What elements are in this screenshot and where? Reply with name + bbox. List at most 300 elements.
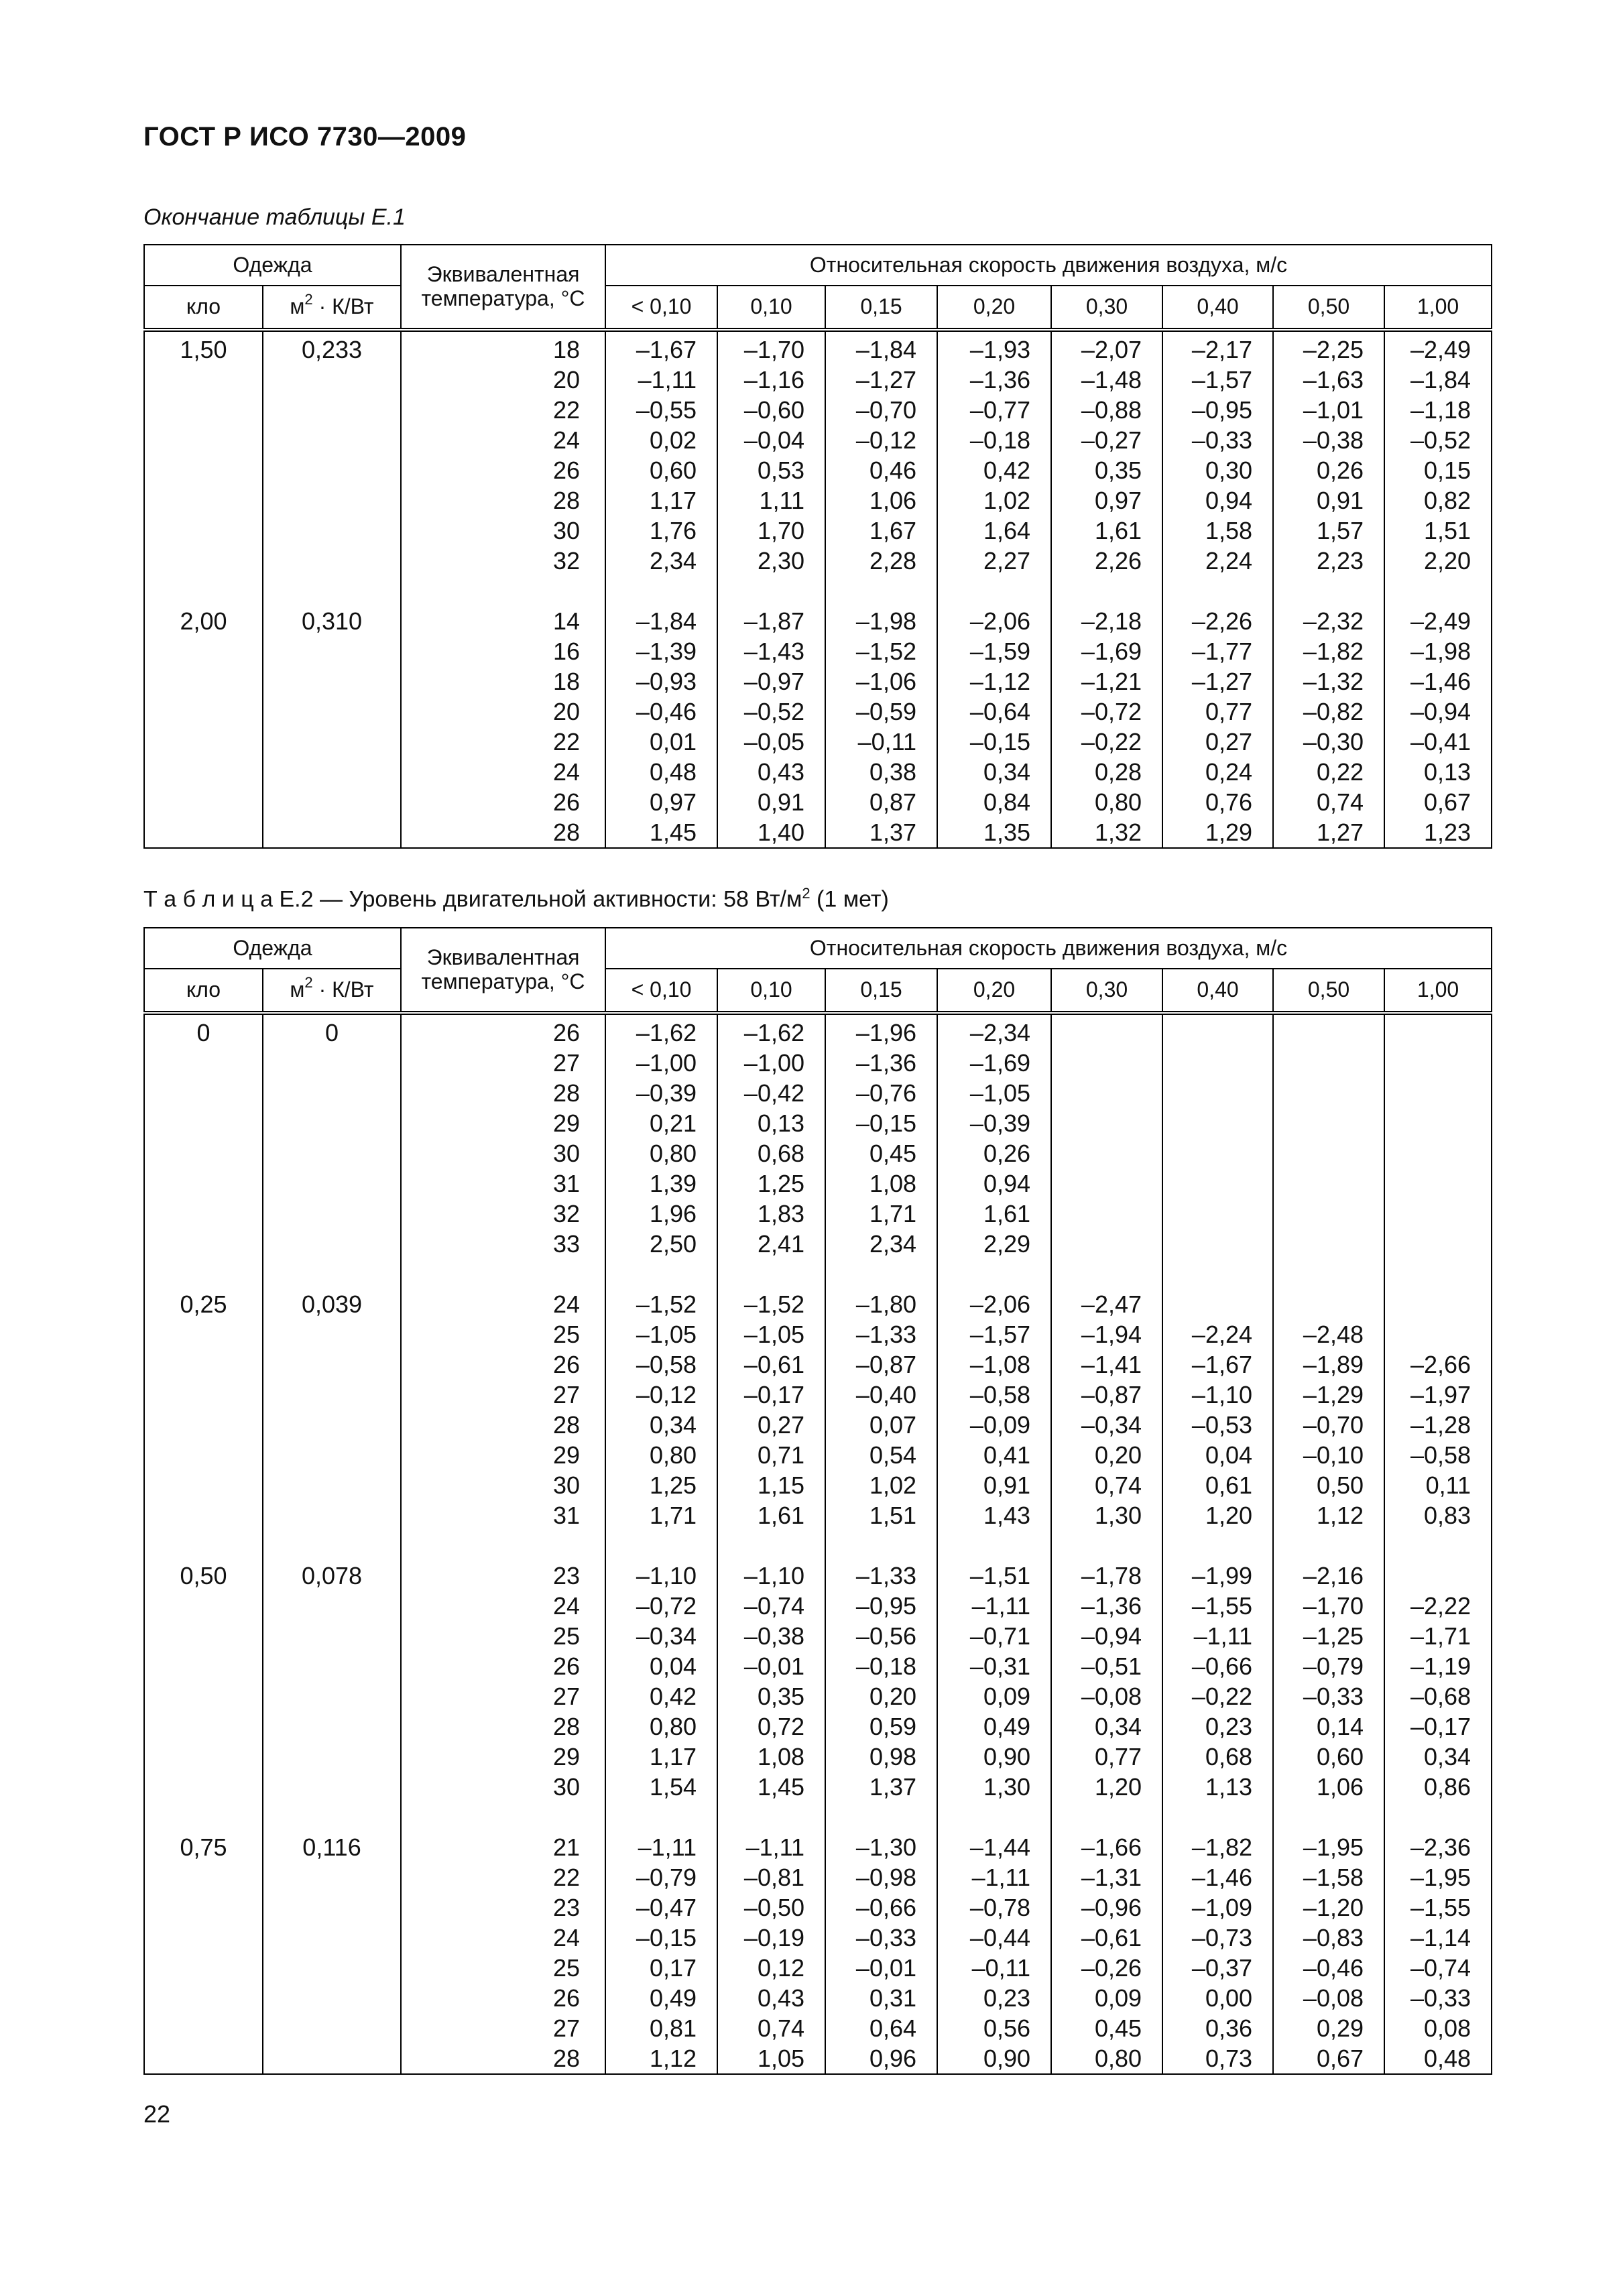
speed-header: 0,40 bbox=[1162, 286, 1273, 330]
table-value: 1,23 bbox=[1423, 819, 1471, 846]
table-value: 0,48 bbox=[649, 758, 697, 786]
table-value: 0,43 bbox=[757, 758, 805, 786]
table-value: –0,95 bbox=[1191, 396, 1253, 424]
table-value: –0,38 bbox=[1303, 426, 1364, 454]
table-value: –1,77 bbox=[1191, 638, 1253, 665]
table-value bbox=[1385, 1561, 1471, 1591]
table-value: –1,19 bbox=[1410, 1652, 1471, 1680]
table-value: –1,63 bbox=[1303, 366, 1364, 394]
table-value bbox=[145, 1923, 262, 1953]
pmv-column bbox=[825, 1013, 937, 2074]
table-value: –1,44 bbox=[969, 1833, 1031, 1861]
table-value: 0,41 bbox=[983, 1441, 1031, 1469]
speed-header: 0,20 bbox=[937, 286, 1051, 330]
table-value: –1,36 bbox=[969, 366, 1031, 394]
table-value: –0,60 bbox=[743, 396, 805, 424]
table-value bbox=[263, 1380, 400, 1410]
clothing-header: Одежда bbox=[144, 928, 401, 969]
table-value: –0,72 bbox=[636, 1592, 697, 1620]
table-value: –0,10 bbox=[1303, 1441, 1364, 1469]
table-value: 28 bbox=[552, 819, 581, 846]
table-value: –1,84 bbox=[1410, 366, 1471, 394]
table-value: –2,06 bbox=[969, 1290, 1031, 1318]
table-value: –0,33 bbox=[855, 1924, 917, 1951]
table-value: –0,34 bbox=[636, 1622, 697, 1650]
table-value: 2,24 bbox=[1205, 547, 1253, 575]
table-value: 0,13 bbox=[757, 1109, 805, 1137]
table-value: 27 bbox=[552, 2014, 581, 2042]
table-value: –1,57 bbox=[1191, 366, 1253, 394]
table-value: –1,97 bbox=[1410, 1381, 1471, 1408]
table-value bbox=[145, 1199, 262, 1229]
table-value: 0,039 bbox=[301, 1290, 363, 1318]
table-value: –1,66 bbox=[1081, 1833, 1142, 1861]
table-value: 0,53 bbox=[757, 457, 805, 484]
table-value: 0,08 bbox=[1423, 2014, 1471, 2042]
speed-header: 0,30 bbox=[1051, 286, 1162, 330]
table-value: –0,37 bbox=[1191, 1954, 1253, 1982]
table-value bbox=[1163, 1078, 1252, 1108]
table-value: 0,04 bbox=[649, 1652, 697, 1680]
table-value: –0,58 bbox=[969, 1381, 1031, 1408]
table-value: 0,91 bbox=[757, 788, 805, 816]
table-value: –0,22 bbox=[1081, 728, 1142, 756]
table-value: –1,62 bbox=[636, 1019, 697, 1046]
table-value: –1,80 bbox=[855, 1290, 917, 1318]
table-value: –2,17 bbox=[1191, 336, 1253, 363]
table-value: 1,30 bbox=[1094, 1502, 1142, 1529]
table-value: –1,08 bbox=[969, 1351, 1031, 1378]
table-value: –1,09 bbox=[1191, 1894, 1253, 1921]
table-value: 31 bbox=[552, 1502, 581, 1529]
table-value: 0,23 bbox=[983, 1984, 1031, 2012]
table-value: 30 bbox=[552, 1773, 581, 1801]
table-value: –0,58 bbox=[1410, 1441, 1471, 1469]
table-value: –2,24 bbox=[1191, 1321, 1253, 1348]
pmv-column bbox=[1273, 330, 1384, 848]
table-value: 1,45 bbox=[757, 1773, 805, 1801]
table-value bbox=[263, 1892, 400, 1923]
table-value: 24 bbox=[552, 1924, 581, 1951]
table-value: –0,38 bbox=[743, 1622, 805, 1650]
table-value: –1,67 bbox=[636, 336, 697, 363]
table-value bbox=[1274, 1108, 1364, 1138]
table-value: –2,07 bbox=[1081, 336, 1142, 363]
table-value: –0,12 bbox=[855, 426, 917, 454]
table-value: 1,51 bbox=[1423, 517, 1471, 544]
table-value bbox=[1163, 1289, 1252, 1319]
air-speed-header: Относительная скорость движения воздуха, м/с bbox=[605, 928, 1492, 969]
pmv-column bbox=[605, 1013, 717, 2074]
table-value: –1,52 bbox=[855, 638, 917, 665]
table-value: 0,68 bbox=[1205, 1743, 1253, 1770]
table-value bbox=[263, 1591, 400, 1621]
table-value: 0,80 bbox=[1094, 788, 1142, 816]
table-value: 0,68 bbox=[757, 1140, 805, 1167]
table-value bbox=[145, 1349, 262, 1380]
table-value: 0,59 bbox=[869, 1713, 917, 1740]
table-value bbox=[263, 1349, 400, 1380]
table-value bbox=[1163, 1138, 1252, 1168]
table-value: –1,82 bbox=[1303, 638, 1364, 665]
table-value: –1,99 bbox=[1191, 1562, 1253, 1589]
table-value: 2,34 bbox=[869, 1230, 917, 1258]
table-value bbox=[1052, 1138, 1142, 1168]
table-value: –0,61 bbox=[1081, 1924, 1142, 1951]
table-value: 1,08 bbox=[869, 1170, 917, 1197]
table-value: 0,75 bbox=[180, 1833, 227, 1861]
table-value: –2,34 bbox=[969, 1019, 1031, 1046]
table-value bbox=[263, 1742, 400, 1772]
table-value: –1,00 bbox=[636, 1049, 697, 1077]
table-value bbox=[1163, 1048, 1252, 1078]
table-value: 28 bbox=[552, 1713, 581, 1740]
table-value: –1,89 bbox=[1303, 1351, 1364, 1378]
speed-header: 0,10 bbox=[717, 286, 825, 330]
table-value bbox=[263, 1410, 400, 1440]
table-value bbox=[263, 1319, 400, 1349]
table-value: –0,73 bbox=[1191, 1924, 1253, 1951]
table-value bbox=[145, 1168, 262, 1199]
table-value: –1,95 bbox=[1410, 1864, 1471, 1891]
table-value: 0,56 bbox=[983, 2014, 1031, 2042]
thermal-resistance-header bbox=[263, 969, 401, 1013]
table-value: 0,94 bbox=[1205, 487, 1253, 514]
table-value: 0,17 bbox=[649, 1954, 697, 1982]
pmv-column bbox=[937, 1013, 1051, 2074]
speed-header: 0,20 bbox=[937, 969, 1051, 1013]
table-value: –1,52 bbox=[636, 1290, 697, 1318]
table-value: 0,34 bbox=[1094, 1713, 1142, 1740]
table-value: 1,12 bbox=[649, 2045, 697, 2072]
table-value bbox=[1385, 1018, 1471, 1048]
table-value: 1,58 bbox=[1205, 517, 1253, 544]
table-value bbox=[145, 1651, 262, 1681]
table-value: 2,41 bbox=[757, 1230, 805, 1258]
table-value: 1,40 bbox=[757, 819, 805, 846]
speed-header: 0,15 bbox=[825, 286, 937, 330]
table-value bbox=[1385, 1199, 1471, 1229]
table-value: –1,27 bbox=[855, 366, 917, 394]
table-value: –0,52 bbox=[743, 698, 805, 725]
table-e1 bbox=[143, 244, 1492, 849]
table-value: 0,38 bbox=[869, 758, 917, 786]
table-value: –0,18 bbox=[969, 426, 1031, 454]
table-value: –0,64 bbox=[969, 698, 1031, 725]
table-value: 1,12 bbox=[1316, 1502, 1364, 1529]
speed-header: 0,30 bbox=[1051, 969, 1162, 1013]
table-value: 31 bbox=[552, 1170, 581, 1197]
table-value: –2,47 bbox=[1081, 1290, 1142, 1318]
table-value: –0,61 bbox=[743, 1351, 805, 1378]
table-value: –0,53 bbox=[1191, 1411, 1253, 1439]
table-e2-caption-suffix: (1 мет) bbox=[810, 886, 889, 912]
table-value: –1,98 bbox=[1410, 638, 1471, 665]
table-value: –0,42 bbox=[743, 1079, 805, 1107]
table-value: 0 bbox=[196, 1019, 211, 1046]
table-value: –0,31 bbox=[969, 1652, 1031, 1680]
table-value bbox=[145, 1742, 262, 1772]
table-value bbox=[145, 1048, 262, 1078]
table-value: –0,77 bbox=[969, 396, 1031, 424]
table-value: 0,45 bbox=[1094, 2014, 1142, 2042]
table-value: 0,36 bbox=[1205, 2014, 1253, 2042]
table-value: –1,12 bbox=[969, 668, 1031, 695]
table-value: 0,67 bbox=[1316, 2045, 1364, 2072]
table-value bbox=[1052, 1199, 1142, 1229]
table-value: –0,79 bbox=[1303, 1652, 1364, 1680]
table-value: 0,233 bbox=[301, 336, 363, 363]
table-value: –1,59 bbox=[969, 638, 1031, 665]
table-value bbox=[145, 485, 262, 516]
table-value: –0,51 bbox=[1081, 1652, 1142, 1680]
table-value: 0,01 bbox=[649, 728, 697, 756]
table-value: 28 bbox=[552, 1079, 581, 1107]
table-value: –1,36 bbox=[855, 1049, 917, 1077]
table-value: 26 bbox=[552, 1351, 581, 1378]
table-value bbox=[1052, 1078, 1142, 1108]
table-value: 0,60 bbox=[1316, 1743, 1364, 1770]
table-value: –1,94 bbox=[1081, 1321, 1142, 1348]
table-value: –0,12 bbox=[636, 1381, 697, 1408]
table-value: 0,42 bbox=[983, 457, 1031, 484]
table-value: –0,05 bbox=[743, 728, 805, 756]
temperature-column bbox=[401, 330, 605, 848]
air-speed-header: Относительная скорость движения воздуха, м/с bbox=[605, 245, 1492, 286]
table-value bbox=[145, 1892, 262, 1923]
speed-header: 0,15 bbox=[825, 969, 937, 1013]
table-value: 28 bbox=[552, 487, 581, 514]
table-value: 24 bbox=[552, 1290, 581, 1318]
table-value bbox=[1385, 1319, 1471, 1349]
table-value: 0,09 bbox=[983, 1683, 1031, 1710]
table-value: 0,24 bbox=[1205, 758, 1253, 786]
table-value: –1,43 bbox=[743, 638, 805, 665]
table-value: –1,98 bbox=[855, 607, 917, 635]
table-value bbox=[145, 697, 262, 727]
table-value bbox=[145, 1591, 262, 1621]
table-value bbox=[145, 1711, 262, 1742]
table-value bbox=[145, 817, 262, 847]
table-value: –1,39 bbox=[636, 638, 697, 665]
table-value: 2,23 bbox=[1316, 547, 1364, 575]
table-value bbox=[145, 425, 262, 455]
table-value bbox=[145, 2043, 262, 2073]
table-value: –1,84 bbox=[636, 607, 697, 635]
table-value: 0,27 bbox=[757, 1411, 805, 1439]
table-value bbox=[263, 1108, 400, 1138]
table-value: –0,04 bbox=[743, 426, 805, 454]
table-value: –1,52 bbox=[743, 1290, 805, 1318]
table-value: 2,26 bbox=[1094, 547, 1142, 575]
table-value: 1,20 bbox=[1205, 1502, 1253, 1529]
table-value: –1,27 bbox=[1191, 668, 1253, 695]
thermal-resistance-column bbox=[263, 1013, 401, 2074]
table-value: 28 bbox=[552, 2045, 581, 2072]
pmv-column bbox=[1273, 1013, 1384, 2074]
table-value: –0,18 bbox=[855, 1652, 917, 1680]
table-value: 0,50 bbox=[1316, 1471, 1364, 1499]
table-value: –1,18 bbox=[1410, 396, 1471, 424]
table-value: –1,11 bbox=[638, 366, 697, 394]
table-value: –1,32 bbox=[1303, 668, 1364, 695]
table-value: 0,48 bbox=[1423, 2045, 1471, 2072]
equivalent-temperature-header: Эквивалентная температура, °С bbox=[401, 245, 605, 330]
table-value bbox=[1163, 1229, 1252, 1259]
table-value bbox=[145, 636, 262, 666]
table-value: 21 bbox=[552, 1833, 581, 1861]
thermal-resistance-header bbox=[263, 286, 401, 330]
table-value: 1,25 bbox=[649, 1471, 697, 1499]
table-value: 0,13 bbox=[1423, 758, 1471, 786]
table-value bbox=[145, 1440, 262, 1470]
table-value: 30 bbox=[552, 1471, 581, 1499]
table-value: –0,08 bbox=[1081, 1683, 1142, 1710]
table-value: 1,08 bbox=[757, 1743, 805, 1770]
table-value: –0,01 bbox=[743, 1652, 805, 1680]
table-value: –0,88 bbox=[1081, 396, 1142, 424]
table-value bbox=[263, 787, 400, 817]
table-value: 24 bbox=[552, 426, 581, 454]
table-value: –0,59 bbox=[855, 698, 917, 725]
table-value: 0,76 bbox=[1205, 788, 1253, 816]
table-value: 1,11 bbox=[759, 487, 805, 514]
table-value: –0,47 bbox=[636, 1894, 697, 1921]
table-value: 0,34 bbox=[1423, 1743, 1471, 1770]
table-value bbox=[1163, 1108, 1252, 1138]
clo-column bbox=[144, 330, 263, 848]
table-value bbox=[263, 1229, 400, 1259]
speed-header: 0,50 bbox=[1273, 286, 1384, 330]
equivalent-temperature-header: Эквивалентная температура, °С bbox=[401, 928, 605, 1013]
table-value: –0,01 bbox=[855, 1954, 917, 1982]
table-value bbox=[145, 1138, 262, 1168]
table-value: 0,50 bbox=[180, 1562, 227, 1589]
table-value bbox=[145, 546, 262, 576]
table-value: –2,49 bbox=[1410, 336, 1471, 363]
table-value: 1,27 bbox=[1316, 819, 1364, 846]
table-value: –1,21 bbox=[1081, 668, 1142, 695]
table-value bbox=[1052, 1168, 1142, 1199]
table-value: 0,77 bbox=[1094, 1743, 1142, 1770]
table-value: 0,67 bbox=[1423, 788, 1471, 816]
table-value: –0,15 bbox=[636, 1924, 697, 1951]
table-value: 0,46 bbox=[869, 457, 917, 484]
table-value: –0,76 bbox=[855, 1079, 917, 1107]
table-value bbox=[1274, 1048, 1364, 1078]
table-value bbox=[145, 1380, 262, 1410]
table-value: 1,17 bbox=[649, 487, 697, 514]
table-value: 1,02 bbox=[869, 1471, 917, 1499]
table-value: –1,30 bbox=[855, 1833, 917, 1861]
table-value bbox=[263, 817, 400, 847]
table-e2-caption-superscript: 2 bbox=[802, 885, 810, 902]
table-value: –0,97 bbox=[743, 668, 805, 695]
table-value: 0,21 bbox=[649, 1109, 697, 1137]
table-value bbox=[145, 787, 262, 817]
table-value: –2,49 bbox=[1410, 607, 1471, 635]
pmv-column bbox=[1162, 330, 1273, 848]
table-value: 1,76 bbox=[649, 517, 697, 544]
m2-superscript: 2 bbox=[304, 974, 313, 991]
table-value bbox=[145, 1983, 262, 2013]
table-value: 26 bbox=[552, 1652, 581, 1680]
table-value: –1,33 bbox=[855, 1562, 917, 1589]
table-value bbox=[1274, 1168, 1364, 1199]
thermal-resistance-column bbox=[263, 330, 401, 848]
table-value: –0,26 bbox=[1081, 1954, 1142, 1982]
table-value: 1,61 bbox=[983, 1200, 1031, 1227]
table-value bbox=[263, 1923, 400, 1953]
table-value: –0,40 bbox=[855, 1381, 917, 1408]
table-value: –0,46 bbox=[1303, 1954, 1364, 1982]
table-value: –0,52 bbox=[1410, 426, 1471, 454]
table-value: 0,80 bbox=[649, 1441, 697, 1469]
table-value: –0,94 bbox=[1410, 698, 1471, 725]
speed-header: 0,40 bbox=[1162, 969, 1273, 1013]
table-value: –1,05 bbox=[969, 1079, 1031, 1107]
table-value: 22 bbox=[552, 396, 581, 424]
table-value: –2,22 bbox=[1410, 1592, 1471, 1620]
table-value: 0,98 bbox=[869, 1743, 917, 1770]
table-value: 1,67 bbox=[869, 517, 917, 544]
table-value bbox=[145, 1078, 262, 1108]
table-value: 27 bbox=[552, 1683, 581, 1710]
table-value: 0,00 bbox=[1205, 1984, 1253, 2012]
table-value bbox=[263, 1621, 400, 1651]
table-value bbox=[145, 1108, 262, 1138]
table-value bbox=[263, 516, 400, 546]
speed-header: 1,00 bbox=[1384, 286, 1492, 330]
pmv-column bbox=[1162, 1013, 1273, 2074]
table-value bbox=[263, 1168, 400, 1199]
table-value: –0,34 bbox=[1081, 1411, 1142, 1439]
speed-header: 1,00 bbox=[1384, 969, 1492, 1013]
table-value: 0,34 bbox=[649, 1411, 697, 1439]
table-value: –1,41 bbox=[1081, 1351, 1142, 1378]
table-value: 1,15 bbox=[757, 1471, 805, 1499]
table-value: –0,96 bbox=[1081, 1894, 1142, 1921]
table-body-row bbox=[144, 330, 1492, 848]
table-value: –0,95 bbox=[855, 1592, 917, 1620]
table-value bbox=[1274, 1078, 1364, 1108]
table-value: –0,15 bbox=[969, 728, 1031, 756]
table-value: –1,69 bbox=[969, 1049, 1031, 1077]
table-value: 0,45 bbox=[869, 1140, 917, 1167]
table-value: 1,25 bbox=[757, 1170, 805, 1197]
table-value bbox=[263, 1862, 400, 1892]
table-body-row bbox=[144, 1013, 1492, 2074]
table-value: –1,11 bbox=[638, 1833, 697, 1861]
table-value: –0,17 bbox=[743, 1381, 805, 1408]
table-value: –1,36 bbox=[1081, 1592, 1142, 1620]
table-value: 0,09 bbox=[1094, 1984, 1142, 2012]
table-value: 1,30 bbox=[983, 1773, 1031, 1801]
pmv-column bbox=[605, 330, 717, 848]
table-value: –0,94 bbox=[1081, 1622, 1142, 1650]
table-value: 0,86 bbox=[1423, 1773, 1471, 1801]
table-value: 0,31 bbox=[869, 1984, 917, 2012]
table-value: –2,32 bbox=[1303, 607, 1364, 635]
table-value bbox=[263, 1500, 400, 1530]
table-value: 29 bbox=[552, 1743, 581, 1770]
table-value: 1,61 bbox=[757, 1502, 805, 1529]
table-value: –0,72 bbox=[1081, 698, 1142, 725]
table-value: –0,87 bbox=[855, 1351, 917, 1378]
table-value: –1,93 bbox=[969, 336, 1031, 363]
table-value: –2,36 bbox=[1410, 1833, 1471, 1861]
table-value: 0,23 bbox=[1205, 1713, 1253, 1740]
